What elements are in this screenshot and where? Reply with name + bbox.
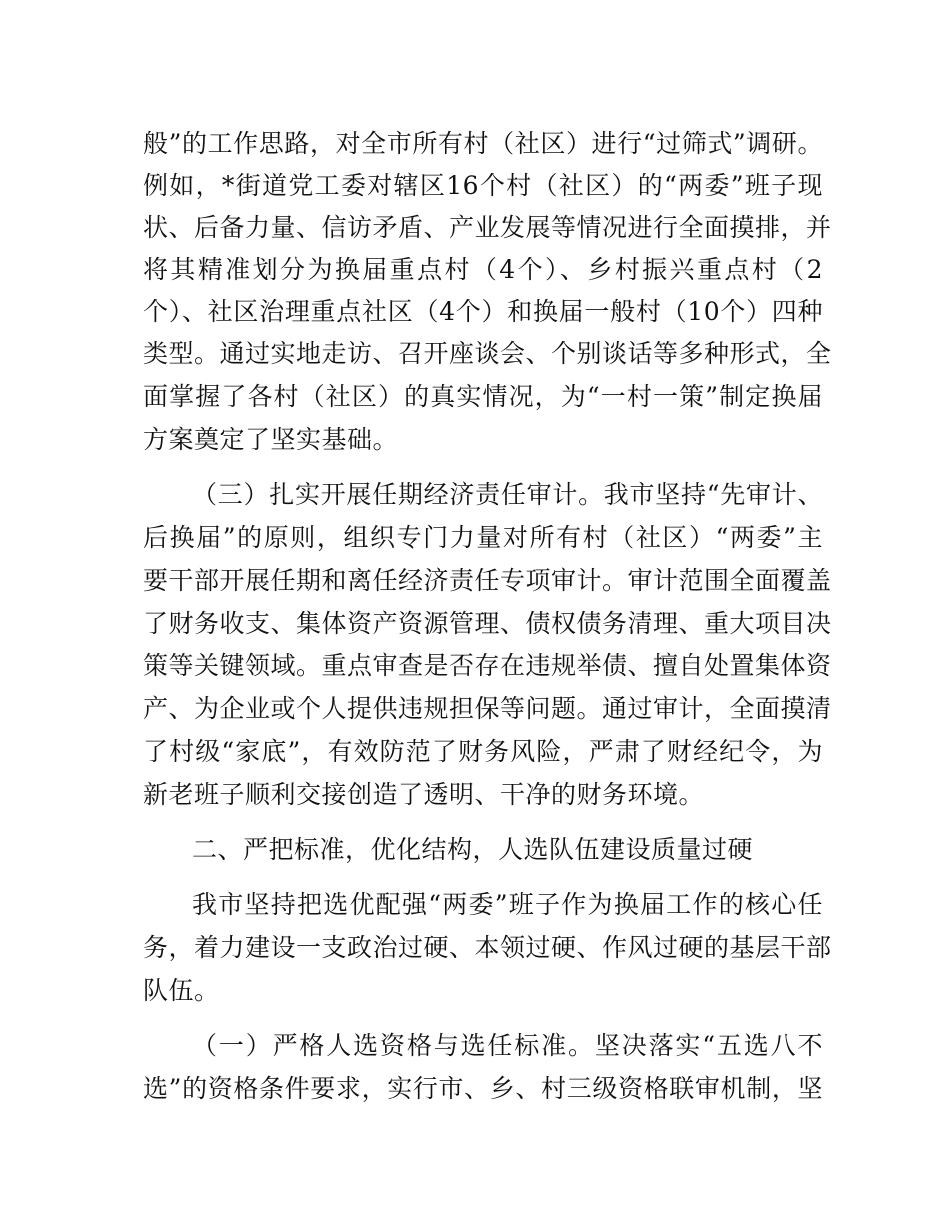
paragraph-3-line-1: 我市坚持把选优配强“两委”班子作为换届工作的核心任 [192,890,823,919]
paragraph-1-line-7: 面掌握了各村（社区）的真实情况，为“一村一策”制定换届 [143,382,823,411]
paragraph-1-line-4: 将其精准划分为换届重点村（4个）、乡村振兴重点村（2 [143,255,823,284]
paragraph-2-line-1: （三）扎实开展任期经济责任审计。我市坚持“先审计、 [192,480,823,509]
paragraph-2-line-7: 了村级“家底”，有效防范了财务风险，严肃了财经纪令，为 [143,737,823,766]
paragraph-2-line-8: 新老班子顺利交接创造了透明、干净的财务环境。 [143,780,705,809]
paragraph-1-line-2: 例如，*街道党工委对辖区16个村（社区）的“两委”班子现 [143,171,823,200]
paragraph-2-line-5: 策等关键领域。重点审查是否存在违规举债、擅自处置集体资 [143,651,832,680]
paragraph-1-line-5: 个）、社区治理重点社区（4个）和换届一般村（10个）四种 [143,297,823,326]
paragraph-4-line-1: （一）严格人选资格与选任标准。坚决落实“五选八不 [192,1031,823,1060]
paragraph-1-line-8: 方案奠定了坚实基础。 [143,425,399,454]
paragraph-2-line-4: 了财务收支、集体资产资源管理、债权债务清理、重大项目决 [143,609,832,638]
paragraph-2-line-2: 后换届”的原则，组织专门力量对所有村（社区）“两委”主 [143,523,823,552]
section-heading: 二、严把标准，优化结构，人选队伍建设质量过硬 [192,835,754,864]
paragraph-2-line-3: 要干部开展任期和离任经济责任专项审计。审计范围全面覆盖 [143,566,832,595]
paragraph-3-line-3: 队伍。 [143,976,220,1005]
paragraph-4-line-2: 选”的资格条件要求，实行市、乡、村三级资格联审机制，坚 [143,1074,823,1103]
paragraph-2-line-6: 产、为企业或个人提供违规担保等问题。通过审计，全面摸清 [143,694,832,723]
paragraph-1-line-3: 状、后备力量、信访矛盾、产业发展等情况进行全面摸排，并 [143,213,832,242]
paragraph-1-line-1: 般”的工作思路，对全市所有村（社区）进行“过筛式”调研。 [143,129,823,158]
paragraph-3-line-2: 务，着力建设一支政治过硬、本领过硬、作风过硬的基层干部 [143,933,832,962]
paragraph-1-line-6: 类型。通过实地走访、召开座谈会、个别谈话等多种形式，全 [143,339,832,368]
